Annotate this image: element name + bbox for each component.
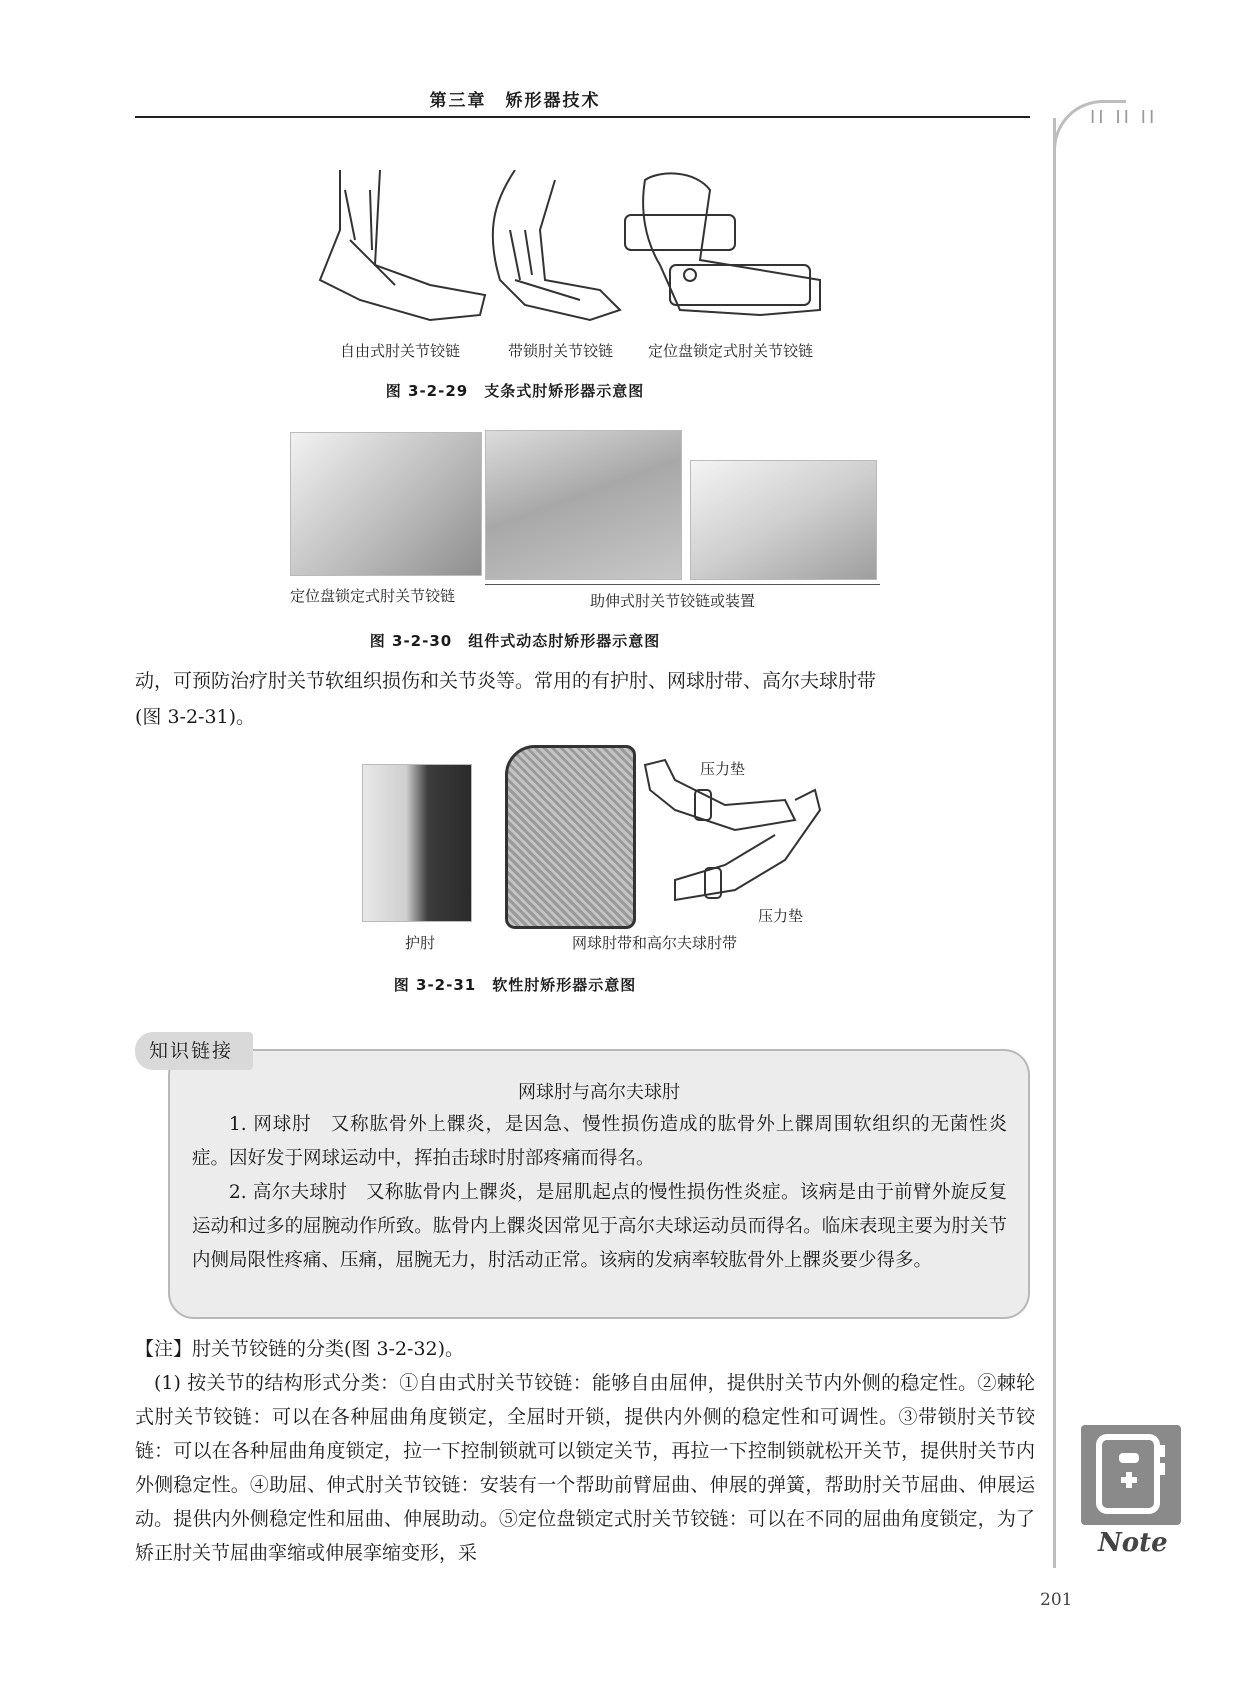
header-rule [135,116,1030,118]
chapter-header: 第三章 矫形器技术 [429,91,601,111]
figure-29-label-dial: 定位盘锁定式肘关节铰链 [648,342,814,360]
figure-29-label-free: 自由式肘关节铰链 [340,342,461,360]
note-paragraph: (1) 按关节的结构形式分类：①自由式肘关节铰链：能够自由屈伸，提供肘关节内外侧的稳定性。②棘轮式肘关节铰链：可以在各种屈曲角度锁定，全屈时开锁，提供内外侧的稳定性和可调性。③带锁肘关节铰链：可以在各种屈曲角度锁定，拉一下控制锁就可以锁定关节，再拉一下控制锁就松开关节，提供肘关节内外侧稳定性。④助屈、伸式肘关节铰链：安装有一个帮助前臂屈曲、伸展的弹簧，帮助肘关节屈曲、伸展运动。提供内外侧稳定性和屈曲、伸展助动。⑤定位盘锁定式肘关节铰链：可以在不同的屈曲角度锁定，为了矫正肘关节屈曲挛缩或伸展挛缩变形，采 [135,1372,1035,1564]
free-elbow-hinge-drawing [320,170,485,320]
figure-29-caption: 图 3-2-29 支条式肘矫形器示意图 [385,382,645,400]
figure-29-drawings [300,170,860,330]
knowledge-link-item-1: 1. 网球肘 又称肱骨外上髁炎，是因急、慢性损伤造成的肱骨外上髁周围软组织的无菌性炎症。因好发于网球运动中，挥拍击球时肘部疼痛而得名。 [192,1114,1007,1169]
figure-30-caption: 图 3-2-30 组件式动态肘矫形器示意图 [369,632,661,650]
figure-30-photo-dial-hinge [290,432,482,576]
figure-30-group-rule [485,584,880,585]
note-heading: 【注】肘关节铰链的分类(图 3-2-32)。 [135,1338,465,1360]
knowledge-link-item-2: 2. 高尔夫球肘 又称肱骨内上髁炎，是屈肌起点的慢性损伤性炎症。该病是由于前臂外旋反复运动和过多的屈腕动作所致。肱骨内上髁炎因常见于高尔夫球运动员而得名。临床表现主要为肘关节内侧局限性疼痛、压痛，屈腕无力，肘活动正常。该病的发病率较肱骨外上髁炎要少得多。 [192,1182,1007,1271]
knowledge-link-tag: 知识链接 [135,1032,253,1070]
dial-lock-elbow-hinge-drawing [625,173,820,315]
figure-31-label-strap: 网球肘带和高尔夫球肘带 [572,934,738,952]
figure-31-caption: 图 3-2-31 软性肘矫形器示意图 [393,976,637,994]
figure-30-photo-assist-hinge-2 [690,460,877,580]
figure-31-label-sleeve: 护肘 [405,934,436,952]
figure-31-label-pad-bottom: 压力垫 [758,907,804,925]
figure-29-label-locking: 带锁肘关节铰链 [508,342,614,360]
medical-clipboard-icon [1081,1425,1181,1525]
locking-elbow-hinge-drawing [493,170,620,320]
knowledge-link-title: 网球肘与高尔夫球肘 [518,1082,680,1103]
figure-31-photo-elbow-strap [505,745,636,929]
note-label: Note [1098,1528,1168,1558]
margin-ticks-icon: II II II [1090,107,1158,128]
figure-31-label-pad-top: 压力垫 [700,760,746,778]
margin-line [1053,118,1056,1568]
body-paragraph-line1: 动，可预防治疗肘关节软组织损伤和关节炎等。常用的有护肘、网球肘带、高尔夫球肘带 [135,670,877,692]
note-badge [1081,1425,1181,1525]
body-paragraph-line2: (图 3-2-31)。 [135,706,256,728]
figure-30-label-dial: 定位盘锁定式肘关节铰链 [290,587,456,605]
figure-31-photo-elbow-sleeve [362,764,472,922]
page-number: 201 [1040,1590,1073,1610]
figure-30-photo-assist-hinge-1 [485,430,682,580]
figure-30-label-assist: 助伸式肘关节铰链或装置 [590,592,756,610]
